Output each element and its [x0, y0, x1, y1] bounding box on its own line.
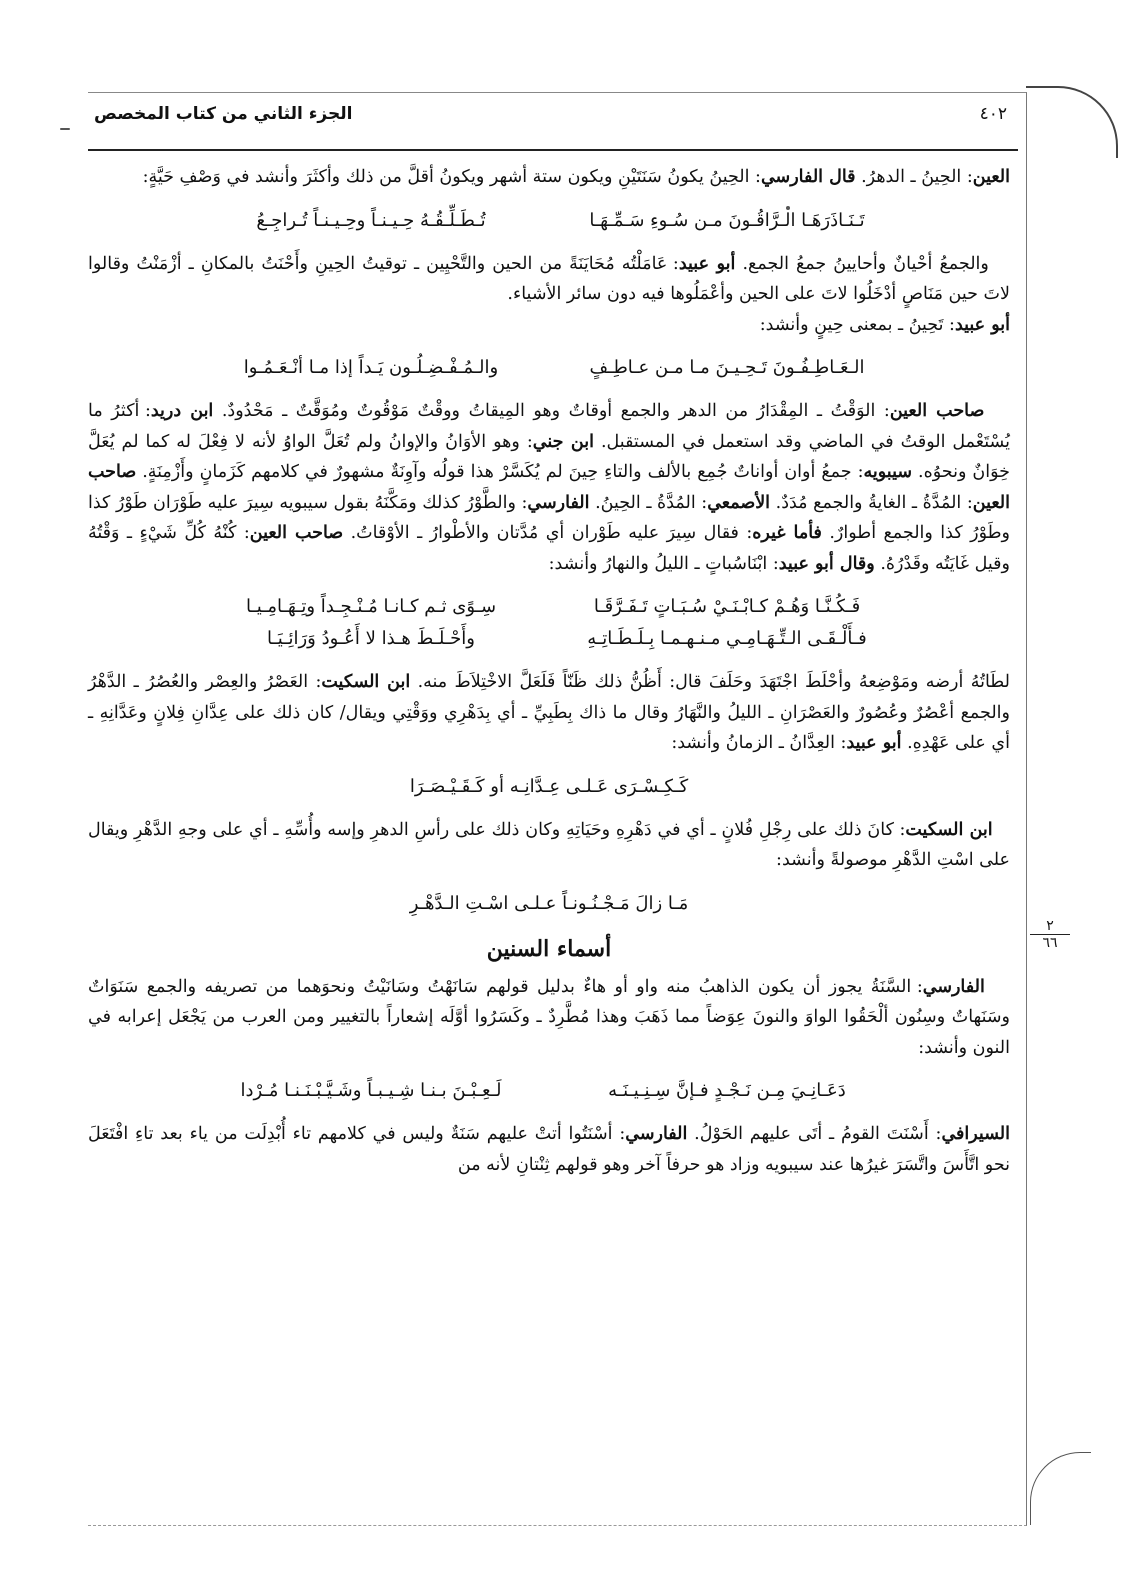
paragraph-6: ابن السكيت: كانَ ذلك على رِجْلِ فُلانٍ ـ أي في دَهْرِهِ وحَيَاتِهِ وكان ذلك على رأسِ الدهرِ وإسه وأُسِّهِ ـ أي على وجهِ الدَّهْرِ ويقال على اسْتِ الدَّهْرِ موصولةً وأنشد: — [88, 819, 1010, 870]
verse-first-hemistich: فـأَلْـقَـى الـتِّـهَـامِـي مـنـهـمـا بِـلَـطَـاتِـهِ — [587, 628, 867, 649]
paragraph-4: صاحب العين: الوَقْتُ ـ المِقْدَارُ من الدهر والجمع أوقاتٌ وهو المِيقاتُ ووقْتٌ مَوْقُوتٌ ومُوَقَّتٌ ـ مَحْدُودٌ. ابن دريد: أكثرُ ما يُسْتَعْمل الوقتُ في الماضي وقد استعمل في المستقبل. ابن جني: وهو الأوَانُ والإوانُ ولم تُعَلَّ الواوُ لأنه لا فِعْلَ له كما لم يُعَلَّ خِوَانٌ ونحوُه. سيبويه: جمعُ أوان أواناتٌ جُمِع بالألف والتاءِ حِينَ لم يُكَسَّرْ هذا قولُه وآوِنَةٌ مشهورٌ في كلامهم كَزَمانٍ وأَزْمِنَةٍ. صاحب العين: المُدَّةُ ـ الغايةُ والجمع مُدَدٌ. الأصمعي: المُدَّةُ ـ الحِينُ. الفارسي: والطَّوْرُ كذلك ومَكَّنَهُ بقول سيبويه سِيرَ عليه طَوْرَان طَوْرُ كذا وطَوْرُ كذا والجمع أطوارٌ. فأما غيره: فقال سِيرَ عليه طَوْران أي مُدَّتان والأطْوارُ ـ الأوْقاتُ. صاحب العين: كُنْهُ كُلِّ شَيْءٍ ـ وَقْتُهُ وقيل غَايَتُه وقَدْرُهُ. وقال أبو عبيد: ابْنَاسُباتٍ ـ الليلُ والنهارُ وأنشد: — [88, 401, 1010, 574]
verse-second-hemistich: وأَحْـلَـطَ هـذا لا أَعُـودُ وَرَائِـيَـا — [267, 628, 475, 649]
scan-speck — [60, 128, 70, 130]
scan-edge-top-right — [1026, 86, 1118, 158]
verse-6 — [88, 888, 1010, 920]
source-name: ابن السكيت — [321, 672, 411, 692]
section-heading: أسماء السنين — [486, 935, 612, 962]
source-name: أبو عبيد — [846, 733, 902, 753]
source-name: قال الفارسي — [760, 167, 856, 187]
verse-first-hemistich: دَعَـانِـيَ مِـن نَـجْـدٍ فـإنَّ سِـنِـيـنَـه — [608, 1080, 846, 1101]
verse-7 — [88, 1075, 1010, 1107]
verse-2 — [88, 352, 1010, 384]
source-name: وقال أبو عبيد — [778, 553, 875, 574]
scan-speck — [786, 206, 790, 210]
source-name: أبو عبيد — [678, 253, 736, 274]
verse-5 — [88, 771, 1010, 803]
verse-second-hemistich: والـمُـفْـضِـلُـون يَـداً إذا مـا أنْـعَـمُـوا — [243, 357, 499, 378]
verse-1 — [88, 205, 1010, 237]
running-head — [88, 104, 1013, 140]
source-name: السيرافي — [941, 1124, 1010, 1144]
source-name: الأصمعي — [707, 492, 771, 513]
source-name: ابن جني — [532, 431, 594, 452]
header-rule — [88, 149, 1018, 151]
book-title: الجزء الثاني من كتاب المخصص — [94, 104, 353, 124]
source-name: أبو عبيد — [954, 314, 1010, 335]
paragraph-2: والجمعُ أحْيانٌ وأحايينُ جمعُ الجمع. أبو عبيد: عَامَلْتُه مُحَايَنَةً من الحين والتَّحْيِين ـ توقيتُ الحِينِ وأَحْنَتُ بالمكانِ ـ أزْمَنْتُ وقالوا لاتَ حين مَنَاصٍ أدْخَلُوا لاتَ على الحين وأعْمَلُوها فيه دون سائر الأشياء. — [88, 253, 1010, 304]
source-name: الفارسي — [922, 976, 985, 997]
paragraph-7: الفارسي: السَّنَةُ يجوز أن يكون الذاهبُ منه واو أو هاءٌ بدليل قولهم سَانَهْتُ وسَانَيْتُ ونحوَهما من تصريفه والجمع سَنَوَاتٌ وسَنَهاتٌ وسِنُون ألْحَقُوا الواوَ والنونَ عِوَضاً مما ذَهَبَ وهذا مُطَّرِدٌ ـ وكَسَرُوا أوَّلَه إشعاراً بالتغيير ومن العرب من يَجْعَل إعرابه في النون وأنشد: — [88, 976, 1010, 1058]
verse-first-hemistich: الـعَـاطِـفُـونَ تَـحِـيـنَ مـا مـن عـاطِـفٍ — [589, 357, 865, 378]
verse-3 — [88, 591, 1010, 623]
paragraph-1: العين: الحِينُ ـ الدهرُ. قال الفارسي: الحِينُ يكونُ سَنَتَيْنِ ويكون ستة أشهر ويكونُ أقلَّ من ذلك وأكثَرَ وأنشد في وَصْفِ حَيَّةٍ: — [142, 167, 1010, 187]
source-name: صاحب العين — [249, 523, 344, 543]
source-name: ابن دريد — [150, 401, 214, 421]
source-name: صاحب العين — [88, 462, 1010, 513]
verse-single-line: كَـكِـسْـرَى عَـلـى عِـدَّانِـه أو كَـقَـيْـصَـرَا — [409, 775, 689, 797]
source-name: الفارسي — [625, 1124, 688, 1144]
source-name: صاحب العين — [889, 401, 985, 421]
margin-note-numerator: ٢ — [1046, 918, 1054, 934]
source-name: العين — [972, 167, 1010, 187]
source-name: فأما غيره — [752, 523, 822, 543]
verse-second-hemistich: تُـطَـلِّـقُـهُ حِـيـنـاً وحِـيـنـاً تُـراجِـعُ — [256, 209, 486, 231]
main-text — [88, 162, 1010, 1180]
source-name: ابن السكيت — [905, 819, 993, 840]
verse-second-hemistich: لَـعِـبْـنَ بـنـا شِـيـبـاً وشَـيَّـبْـنَـنـا مُـرْدا — [240, 1080, 502, 1101]
margin-note-denominator: ٦٦ — [1030, 934, 1070, 951]
verse-4 — [88, 623, 1010, 655]
source-name: الفارسي — [527, 492, 590, 513]
margin-folio-note — [1030, 918, 1070, 951]
verse-second-hemistich: سِـوًى ثـم كـانـا مُـنْـجِـداً وتِـهَـامِـيـا — [245, 596, 497, 617]
verse-first-hemistich: تَـنَـاذَرَهَـا الـرَّاقُـونَ مـن سُـوءِ سَـمِّـهَـا — [589, 209, 865, 231]
verse-single-line: مَـا زالَ مَـجْـنُـونـاً عـلـى اسْـتِ الـدَّهْـرِ — [409, 892, 689, 914]
page-number: ٤٠٢ — [979, 104, 1007, 124]
paragraph-8: السيرافي: أَسْنَتَ القومُ ـ أتَى عليهم الحَوْلُ. الفارسي: أسْنَتُوا أتتْ عليهم سَنَةٌ وليس في كلامهم تاء أُبْدِلَت من ياء بعد تاءِ افْتَعَلَ نحو اتَّأَسَ واتَّسَرَ غيرُها عند سيبويه وزاد هو حرفاً آخر وهو قولهم ثِنْتانِ لأنه من — [88, 1124, 1010, 1175]
source-name: سيبويه — [863, 462, 913, 482]
paragraph-5: لطَاتُهُ أرضه ومَوْضِعهُ وأحْلَطَ اجْتَهَدَ وحَلَفَ قال: أَظُنُّ ذلك ظَنّاً فَلَعَلَّ الاخْتِلاَطَ منه. ابن السكيت: العَصْرُ والعِصْر والعُصُرُ ـ الدَّهْرُ والجمع أعْصُرٌ وعُصُورٌ والعَصْرَانِ ـ الليلُ والنَّهَارُ وقال ما ذاك بِطَبِيِّ ـ أي بِدَهْرِي ووَقْتِي ويقال/ كان ذلك على عِدَّانِ فِلانٍ وعَدَّانِهِ ـ أي على عَهْدِهِ. أبو عبيد: العِدَّانُ ـ الزمانُ وأنشد: — [88, 672, 1010, 753]
verse-first-hemistich: فَـكُـنَّـا وَهُـمْ كـابْـنَـيْ سُـبَـاتٍ تَـفَـرَّقَـا — [593, 596, 861, 617]
paragraph-3: أبو عبيد: تَحِينُ ـ بمعنى حِينٍ وأنشد: — [759, 314, 1010, 335]
scan-edge-bottom-right — [1030, 1452, 1091, 1525]
